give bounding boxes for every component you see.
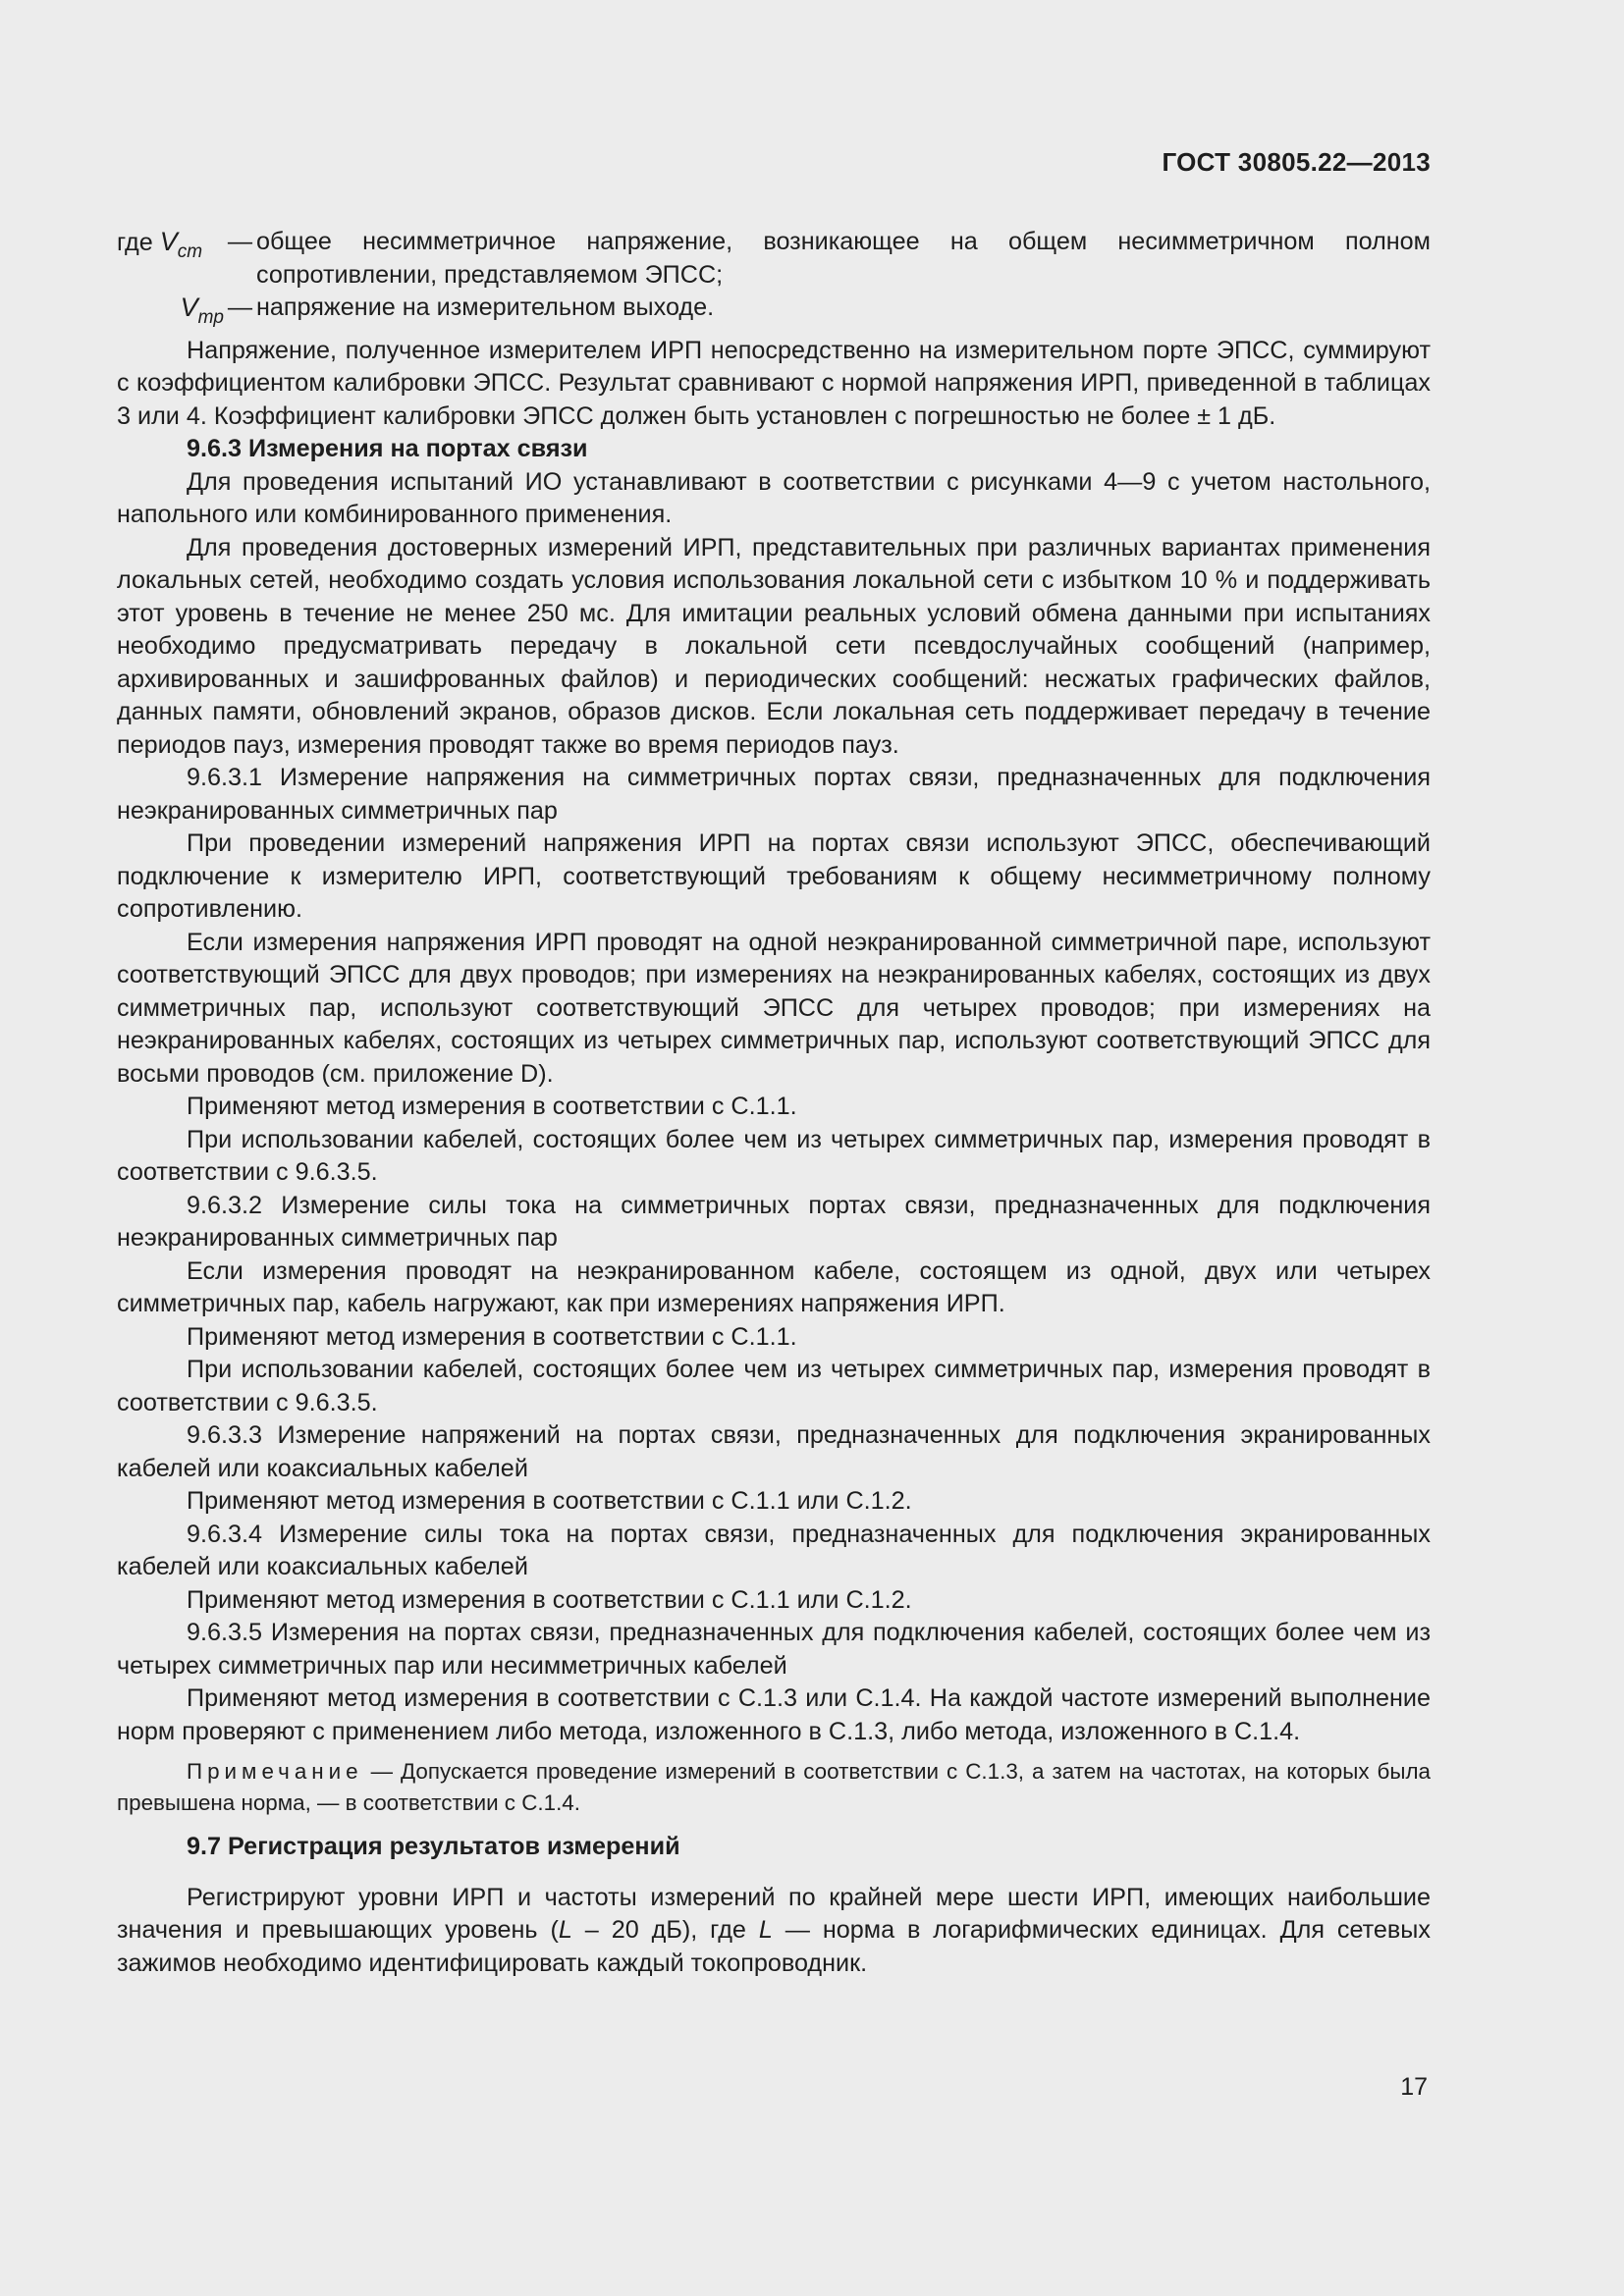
symbol-v: V	[180, 293, 198, 322]
symbol-subscript: mp	[197, 307, 224, 328]
subsection-heading: 9.6.3.2 Измерение силы тока на симметричных портах связи, предназначенных для подключения неэкранированных симметричных пар	[117, 1191, 1431, 1252]
definition-dash: —	[227, 228, 253, 255]
page-body	[117, 226, 1431, 1980]
definition-text: общее несимметричное напряжение, возникающее на общем несимметричном полном сопротивлении, представляемом ЭПСС;	[256, 228, 1431, 289]
symbol-l: L	[758, 1916, 773, 1944]
paragraph: Для проведения испытаний ИО устанавливают в соответствии с рисунками 4—9 с учетом настольного, напольного или комбинированного применения.	[117, 467, 1431, 528]
where-word: где	[117, 229, 153, 256]
definition-dash: —	[227, 294, 253, 321]
definition-text: напряжение на измерительном выходе.	[256, 294, 715, 321]
section-heading: 9.7 Регистрация результатов измерений	[187, 1833, 680, 1860]
paragraph: Применяют метод измерения в соответствии с С.1.3 или С.1.4. На каждой частоте измерений выполнение норм проверяют с применением либо метода, изложенного в С.1.3, либо метода, изложенного в С.1.4.	[117, 1684, 1431, 1745]
symbol-v: V	[159, 227, 178, 256]
paragraph: Применяют метод измерения в соответствии с С.1.1 или С.1.2.	[187, 1487, 912, 1515]
text-run: Регистрируют уровни ИРП и частоты измерений по крайней мере шести ИРП, имеющих наибольшие значения и превышающих уровень (	[117, 1883, 1431, 1944]
paragraph: Напряжение, полученное измерителем ИРП непосредственно на измерительном порте ЭПСС, суммируют с коэффициентом калибровки ЭПСС. Результат сравнивают с нормой напряжения ИРП, приведенной в таблицах 3 или 4. Коэффициент калибровки ЭПСС должен быть установлен с погрешностью не более ± 1 дБ.	[117, 336, 1431, 430]
paragraph: Если измерения проводят на неэкранированном кабеле, состоящем из одной, двух или четырех симметричных пар, кабель нагружают, как при измерениях напряжения ИРП.	[117, 1256, 1431, 1317]
paragraph: При проведении измерений напряжения ИРП на портах связи используют ЭПСС, обеспечивающий подключение к измерителю ИРП, соответствующий требованиям к общему несимметричному полному сопротивлению.	[117, 829, 1431, 923]
paragraph: Применяют метод измерения в соответствии с С.1.1.	[187, 1322, 797, 1351]
document-code: ГОСТ 30805.22—2013	[1162, 147, 1431, 177]
subsection-heading: 9.6.3.1 Измерение напряжения на симметричных портах связи, предназначенных для подключения неэкранированных симметричных пар	[117, 764, 1431, 825]
definition-label	[117, 292, 224, 335]
paragraph: Применяют метод измерения в соответствии с С.1.1.	[187, 1093, 797, 1120]
paragraph: Применяют метод измерения в соответствии с С.1.1 или С.1.2.	[187, 1585, 912, 1614]
paragraph	[117, 1882, 1431, 1981]
note	[117, 1756, 1431, 1819]
subsection-heading: 9.6.3.4 Измерение силы тока на портах связи, предназначенных для подключения экранированных кабелей или коаксиальных кабелей	[117, 1520, 1431, 1580]
definition-vmp	[117, 292, 1431, 335]
text-run: – 20 дБ), где	[571, 1916, 759, 1944]
paragraph: Для проведения достоверных измерений ИРП, представительных при различных вариантах применения локальных сетей, необходимо создать условия использования локальной сети с избытком 10 % и поддерживать этот уровень в течение не менее 250 мс. Для имитации реальных условий обмена данными при испытаниях необходимо предусматривать передачу в локальной сети псевдослучайных сообщений (например, архивированных и зашифрованных файлов) и периодических сообщений: несжатых графических файлов, данных памяти, обновлений экранов, образов дисков. Если локальная сеть поддерживает передачу в течение периодов пауз, измерения проводят также во время периодов пауз.	[117, 533, 1431, 759]
paragraph: При использовании кабелей, состоящих более чем из четырех симметричных пар, измерения проводят в соответствии с 9.6.3.5.	[117, 1356, 1431, 1416]
symbol-subscript: cm	[177, 241, 203, 262]
definition-label	[117, 226, 224, 292]
note-text: — Допускается проведение измерений в соответствии с С.1.3, а затем на частотах, на которых была превышена норма, — в соответствии с С.1.4.	[117, 1759, 1431, 1815]
subsection-heading: 9.6.3.3 Измерение напряжений на портах связи, предназначенных для подключения экранированных кабелей или коаксиальных кабелей	[117, 1421, 1431, 1482]
section-heading: 9.6.3 Измерения на портах связи	[187, 435, 588, 462]
note-label: Примечание	[187, 1759, 363, 1784]
page-number: 17	[1400, 2073, 1428, 2101]
paragraph: При использовании кабелей, состоящих более чем из четырех симметричных пар, измерения проводят в соответствии с 9.6.3.5.	[117, 1125, 1431, 1186]
subsection-heading: 9.6.3.5 Измерения на портах связи, предназначенных для подключения кабелей, состоящих более чем из четырех симметричных пар или несимметричных кабелей	[117, 1619, 1431, 1680]
definition-vcm	[117, 226, 1431, 292]
paragraph: Если измерения напряжения ИРП проводят на одной неэкранированной симметричной паре, используют соответствующий ЭПСС для двух проводов; при измерениях на неэкранированных кабелях, состоящих из двух симметричных пар, используют соответствующий ЭПСС для четырех проводов; при измерениях на неэкранированных кабелях, состоящих из четырех симметричных пар, используют соответствующий ЭПСС для восьми проводов (см. приложение D).	[117, 928, 1431, 1088]
symbol-l: L	[558, 1916, 572, 1944]
text-run: — норма в логарифмических единицах. Для сетевых зажимов необходимо идентифицировать каждый токопроводник.	[117, 1916, 1431, 1977]
